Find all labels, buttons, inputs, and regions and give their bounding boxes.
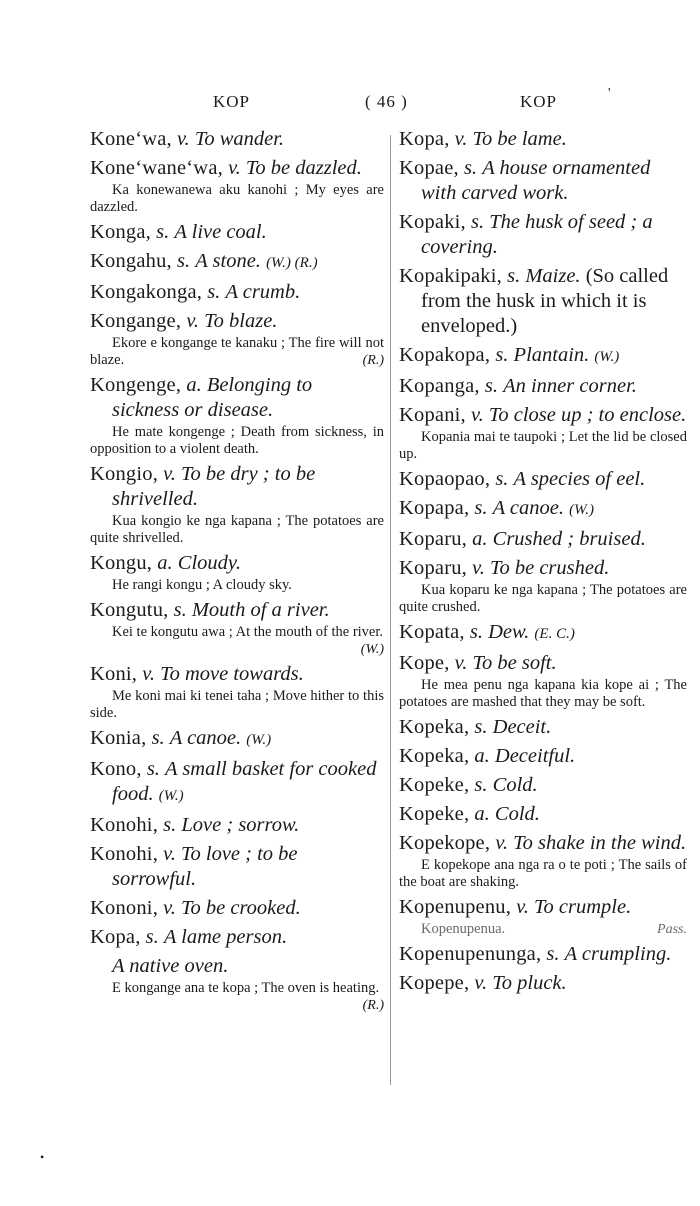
headword: Konga, — [90, 221, 151, 243]
definition: To be crushed. — [489, 557, 610, 579]
dictionary-entry — [399, 773, 687, 798]
source-ref: (W.) — [158, 788, 184, 804]
definition: A house ornamented with carved work. — [421, 157, 651, 204]
part-of-speech: v. — [474, 972, 488, 994]
part-of-speech: s. — [463, 157, 478, 179]
dictionary-entry — [90, 842, 384, 892]
headword: Kopenupenunga, — [399, 943, 542, 965]
headword: Kongange, — [90, 310, 182, 332]
running-head-left: KOP — [213, 92, 251, 111]
headword: Kopae, — [399, 157, 459, 179]
headword: Kopa, — [399, 128, 450, 150]
part-of-speech: v. — [454, 652, 468, 674]
example-sentence — [399, 582, 687, 616]
part-of-speech: s. — [507, 265, 521, 287]
entry-line — [399, 942, 687, 967]
headword: Kopata, — [399, 621, 465, 643]
example-text: E kopekope ana nga ra o te poti ; The sails of the boat are shaking. — [399, 857, 687, 890]
dictionary-entry — [399, 403, 687, 463]
entry-line — [399, 773, 687, 798]
entry-line — [90, 280, 384, 305]
dictionary-entry — [399, 127, 687, 152]
part-of-speech: s. — [474, 774, 488, 796]
example-text: Kua kongio ke nga kapana ; The potatoes are quite shrivelled. — [90, 513, 384, 546]
dictionary-entry — [90, 598, 384, 658]
entry-line — [399, 651, 687, 676]
headword: Konia, — [90, 727, 147, 749]
part-of-speech: a. — [186, 374, 202, 396]
headword: Kopaopao, — [399, 468, 491, 490]
dictionary-entry — [90, 280, 384, 305]
entry-line — [399, 744, 687, 769]
headword: Kongutu, — [90, 599, 169, 621]
source-ref: (E. C.) — [534, 626, 575, 642]
part-of-speech: s. — [173, 599, 187, 621]
headword: Kono, — [90, 758, 142, 780]
entry-line — [90, 462, 384, 512]
headword: Kone‘wane‘wa, — [90, 157, 223, 179]
part-of-speech: v. — [471, 404, 484, 426]
definition: A crumpling. — [564, 943, 672, 965]
dictionary-entry — [90, 127, 384, 152]
headword: Koparu, — [399, 557, 468, 579]
example-sentence — [90, 577, 384, 594]
entry-line — [399, 971, 687, 996]
headword: Kopakopa, — [399, 344, 491, 366]
example-text: He mea penu nga kapana kia kope ai ; The potatoes are mashed that they may be soft. — [399, 677, 687, 710]
part-of-speech: a. — [474, 803, 490, 825]
definition: Cold. — [494, 803, 540, 825]
part-of-speech: s. — [145, 926, 159, 948]
entry-line — [399, 620, 687, 647]
part-of-speech: s. — [471, 211, 485, 233]
entry-line — [90, 373, 384, 423]
part-of-speech: v. — [454, 128, 468, 150]
entry-line — [90, 598, 384, 623]
definition: To wander. — [194, 128, 285, 150]
part-of-speech: a. — [474, 745, 490, 767]
part-of-speech: v. — [163, 463, 176, 485]
definition: Belonging to sickness or disease. — [112, 374, 313, 421]
part-of-speech: s. — [207, 281, 221, 303]
entry-line — [399, 467, 687, 492]
entry-line — [399, 496, 687, 523]
definition: A crumb. — [225, 281, 301, 303]
dictionary-entry — [90, 662, 384, 722]
entry-line — [399, 715, 687, 740]
source-ref: (W.) — [569, 502, 594, 518]
printer-mark: ' — [608, 86, 612, 101]
entry-line — [399, 831, 687, 856]
example-text: Kei te kongutu awa ; At the mouth of the river. — [112, 624, 384, 640]
definition: To be dry ; to be shrivelled. — [112, 463, 316, 510]
example-text: Kua koparu ke nga kapana ; The potatoes are quite crushed. — [399, 582, 687, 615]
part-of-speech: v. — [186, 310, 200, 332]
headword: Kopanga, — [399, 375, 480, 397]
dictionary-entry — [399, 744, 687, 769]
entry-line — [399, 374, 687, 399]
definition: A canoe. — [169, 727, 242, 749]
entry-line — [399, 802, 687, 827]
part-of-speech: v. — [472, 557, 485, 579]
example-sentence — [90, 424, 384, 458]
definition: A native oven. — [112, 955, 229, 977]
example-sentence — [90, 335, 384, 369]
definition: To pluck. — [492, 972, 567, 994]
headword: Kongu, — [90, 552, 153, 574]
part-of-speech: s. — [474, 497, 488, 519]
definition: To love ; to be sorrowful. — [112, 843, 298, 890]
source-ref: (W.) — [246, 732, 272, 748]
definition: A canoe. — [492, 497, 564, 519]
dictionary-entry — [399, 556, 687, 616]
definition: An inner corner. — [503, 375, 637, 397]
dictionary-entry — [399, 496, 687, 523]
entry-line — [399, 210, 687, 260]
example-text: He mate kongenge ; Death from sickness, in opposition to a violent death. — [90, 424, 384, 457]
entry-line — [90, 726, 384, 753]
definition: A small basket for cooked food. — [112, 758, 377, 805]
entry-line — [399, 127, 687, 152]
part-of-speech: s. — [469, 621, 483, 643]
example-sentence — [399, 677, 687, 711]
dictionary-entry — [90, 757, 384, 809]
dictionary-entry — [399, 156, 687, 206]
right-column — [399, 127, 687, 1000]
headword: Kongahu, — [90, 250, 172, 272]
definition: Crushed ; bruised. — [492, 528, 646, 550]
example-text: Ka konewanewa aku kanohi ; My eyes are dazzled. — [90, 182, 384, 215]
headword: Kopapa, — [399, 497, 470, 519]
example-sentence — [399, 857, 687, 891]
entry-line — [399, 343, 687, 370]
entry-line — [90, 220, 384, 245]
part-of-speech: s. — [484, 375, 498, 397]
entry-line — [90, 127, 384, 152]
headword: Kopani, — [399, 404, 466, 426]
example-text: Me koni mai ki tenei taha ; Move hither to this side. — [90, 688, 384, 721]
definition: Deceit. — [492, 716, 552, 738]
headword: Kopa, — [90, 926, 141, 948]
headword: Konohi, — [90, 814, 159, 836]
entry-line — [90, 925, 384, 950]
example-text: E kongange ana te kopa ; The oven is heating. — [112, 980, 380, 996]
entry-line — [90, 309, 384, 334]
dictionary-entry — [90, 249, 384, 276]
definition: To move towards. — [160, 663, 304, 685]
definition: Love ; sorrow. — [181, 814, 300, 836]
source-ref: (W.) — [594, 349, 620, 365]
source-ref: (W.) (R.) — [266, 255, 318, 271]
example-source: (R.) — [362, 998, 384, 1013]
entry-line — [90, 757, 384, 809]
passive-word: Kopenupenua. — [421, 921, 506, 937]
entry-line — [90, 662, 384, 687]
entry-line — [90, 842, 384, 892]
dictionary-entry — [399, 942, 687, 967]
part-of-speech: v. — [495, 832, 509, 854]
part-of-speech: v. — [142, 663, 155, 685]
headword: Koparu, — [399, 528, 468, 550]
part-of-speech: v. — [163, 843, 176, 865]
example-source: (W.) — [360, 642, 384, 657]
dictionary-entry — [399, 802, 687, 827]
left-column — [90, 127, 384, 1018]
part-of-speech: s. — [495, 344, 509, 366]
headword: Kongenge, — [90, 374, 182, 396]
dictionary-entry — [90, 373, 384, 458]
dictionary-entry — [399, 971, 687, 996]
dictionary-entry — [399, 831, 687, 891]
dictionary-entry — [90, 925, 384, 950]
entry-line — [399, 156, 687, 206]
dictionary-entry — [90, 220, 384, 245]
headword: Kone‘wa, — [90, 128, 172, 150]
headword: Kopepe, — [399, 972, 470, 994]
part-of-speech: s. — [156, 221, 170, 243]
definition: To be soft. — [472, 652, 557, 674]
headword: Kononi, — [90, 897, 159, 919]
dictionary-entry — [90, 726, 384, 753]
definition: To be dazzled. — [245, 157, 362, 179]
headword: Kongakonga, — [90, 281, 203, 303]
entry-line — [399, 527, 687, 552]
passive-label: Pass. — [657, 922, 687, 937]
headword: Kope, — [399, 652, 450, 674]
definition: Dew. — [488, 621, 530, 643]
dictionary-entry — [90, 309, 384, 369]
part-of-speech: s. — [546, 943, 560, 965]
entry-line — [90, 156, 384, 181]
headword: Kopekope, — [399, 832, 491, 854]
example-sentence — [90, 980, 384, 1014]
part-of-speech: s. — [495, 468, 509, 490]
part-of-speech: s. — [151, 727, 165, 749]
entry-line — [90, 551, 384, 576]
dictionary-entry — [399, 651, 687, 711]
definition: A stone. — [195, 250, 261, 272]
headword: Kopeke, — [399, 803, 470, 825]
definition: A species of eel. — [513, 468, 646, 490]
example-sentence — [90, 182, 384, 216]
definition: Cloudy. — [177, 552, 241, 574]
definition: To shake in the wind. — [513, 832, 687, 854]
entry-line — [90, 896, 384, 921]
definition: To blaze. — [204, 310, 278, 332]
dictionary-entry — [399, 467, 687, 492]
dictionary-entry — [399, 527, 687, 552]
entry-note: (So called from the husk in which it is enveloped.) — [421, 265, 669, 337]
definition: To close up ; to enclose. — [488, 404, 687, 426]
headword: Koni, — [90, 663, 138, 685]
definition: The husk of seed ; a covering. — [421, 211, 653, 258]
definition: A lame person. — [163, 926, 288, 948]
example-source: (R.) — [362, 353, 384, 368]
headword: Kopeke, — [399, 774, 470, 796]
headword: Konohi, — [90, 843, 159, 865]
part-of-speech: v. — [228, 157, 241, 179]
dictionary-entry — [399, 895, 687, 938]
part-of-speech: v. — [516, 896, 529, 918]
headword: Kopaki, — [399, 211, 466, 233]
part-of-speech: a. — [157, 552, 173, 574]
example-sentence — [90, 624, 384, 658]
headword: Kopakipaki, — [399, 265, 502, 287]
definition: To crumple. — [534, 896, 632, 918]
dictionary-entry — [90, 551, 384, 594]
entry-line — [399, 556, 687, 581]
part-of-speech: s. — [163, 814, 177, 836]
headword: Kopeka, — [399, 745, 470, 767]
part-of-speech: s. — [177, 250, 191, 272]
definition: Mouth of a river. — [191, 599, 330, 621]
dictionary-entry — [399, 620, 687, 647]
running-head-right: KOP — [520, 92, 558, 111]
entry-line — [90, 954, 384, 979]
passive-form — [399, 921, 687, 938]
definition: To be crooked. — [180, 897, 301, 919]
example-text: Ekore e kongange te kanaku ; The fire will not blaze. — [90, 335, 384, 368]
entry-line — [90, 249, 384, 276]
headword: Kopenupenu, — [399, 896, 512, 918]
definition: Deceitful. — [494, 745, 576, 767]
part-of-speech: v. — [163, 897, 176, 919]
part-of-speech: s. — [146, 758, 160, 780]
dictionary-entry — [90, 156, 384, 216]
example-sentence — [90, 688, 384, 722]
page-header — [0, 86, 700, 116]
example-text: He rangi kongu ; A cloudy sky. — [112, 577, 292, 593]
dictionary-entry — [90, 813, 384, 838]
example-sentence — [399, 429, 687, 463]
headword: Kongio, — [90, 463, 159, 485]
entry-line — [399, 264, 687, 339]
part-of-speech: v. — [176, 128, 190, 150]
example-text: Kopania mai te taupoki ; Let the lid be closed up. — [399, 429, 687, 462]
column-divider — [390, 135, 391, 1085]
dictionary-entry — [90, 896, 384, 921]
dictionary-entry — [399, 210, 687, 260]
definition: Plantain. — [513, 344, 590, 366]
definition: Cold. — [492, 774, 538, 796]
definition: To be lame. — [472, 128, 567, 150]
entry-line — [399, 403, 687, 428]
dictionary-entry — [399, 264, 687, 339]
entry-line — [399, 895, 687, 920]
definition: A live coal. — [174, 221, 267, 243]
entry-line — [90, 813, 384, 838]
headword: Kopeka, — [399, 716, 470, 738]
example-sentence — [90, 513, 384, 547]
part-of-speech: a. — [472, 528, 488, 550]
definition: Maize. — [525, 265, 581, 287]
dictionary-entry — [399, 374, 687, 399]
part-of-speech: s. — [474, 716, 488, 738]
page-number: ( 46 ) — [365, 92, 408, 111]
dictionary-entry — [90, 462, 384, 547]
stray-mark: • — [40, 1150, 45, 1164]
dictionary-entry — [399, 715, 687, 740]
dictionary-entry — [90, 954, 384, 1014]
dictionary-entry — [399, 343, 687, 370]
